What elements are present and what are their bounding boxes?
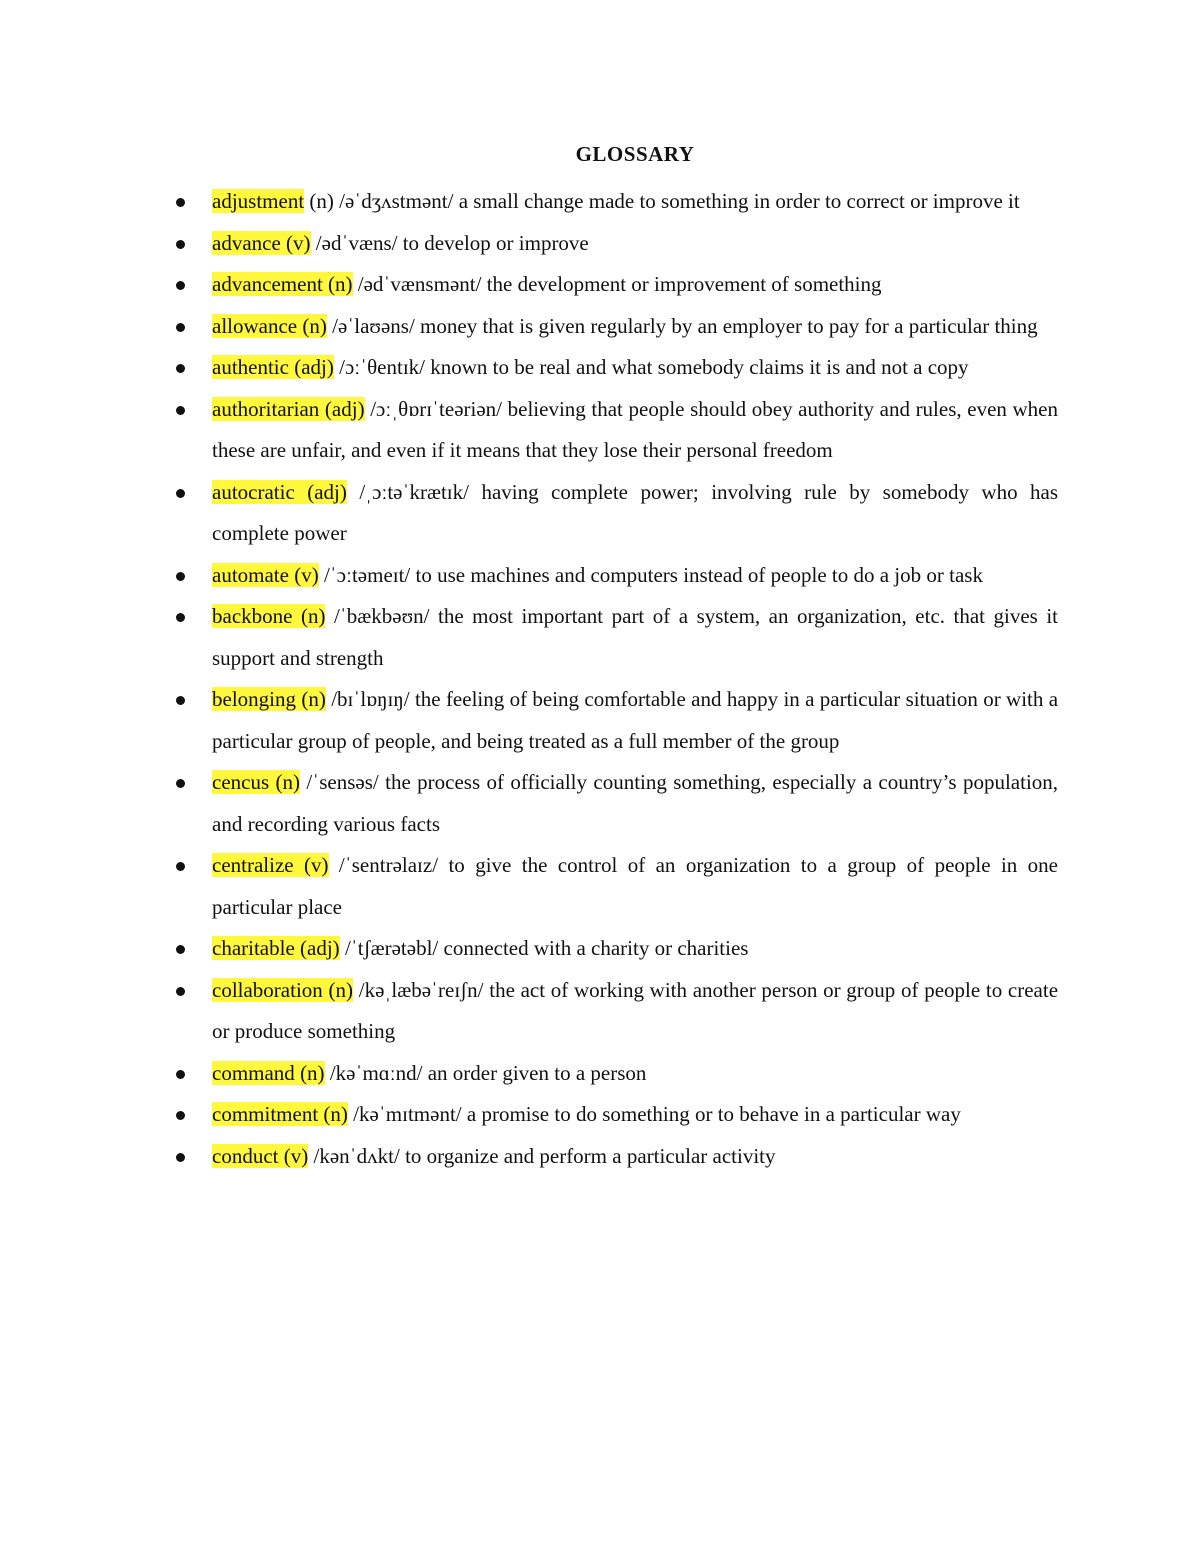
pronunciation: /ˌɔːtəˈkrætɪk/: [359, 479, 469, 504]
pronunciation: /kəˈmɑːnd/: [329, 1060, 423, 1085]
headword: backbone: [212, 604, 293, 628]
pronunciation: /ɔːˌθɒrɪˈteəriən/: [370, 396, 503, 421]
pronunciation: /bɪˈlɒŋɪŋ/: [331, 687, 410, 711]
part-of-speech: (n): [302, 313, 327, 338]
headword-highlight: [212, 314, 327, 338]
part-of-speech: (v): [304, 853, 329, 877]
part-of-speech: (n): [301, 687, 326, 711]
part-of-speech: (v): [294, 562, 319, 587]
headword-highlight: [212, 1061, 325, 1085]
pronunciation: /ˈtʃærətəbl/: [344, 936, 439, 960]
bullet-icon: [176, 572, 185, 581]
bullet-icon: [176, 945, 185, 954]
headword: collaboration: [212, 977, 323, 1002]
headword-highlight: [212, 563, 319, 587]
glossary-entry-autocratic: [0, 472, 1200, 555]
glossary-entry-allowance: [0, 306, 1200, 348]
definition: the most important part of a system, an organization, etc. that gives it support and strength: [212, 604, 1059, 670]
headword: authoritarian: [212, 396, 320, 421]
page-title: GLOSSARY: [575, 142, 695, 166]
headword: authentic: [212, 355, 289, 379]
pronunciation: /ɔːˈθentɪk/: [339, 355, 425, 379]
glossary-entry-centralize: [0, 845, 1200, 928]
glossary-entry-backbone: [0, 596, 1200, 679]
pronunciation: /əˈdʒʌstmənt/: [339, 189, 454, 213]
bullet-icon: [176, 987, 185, 996]
definition: a promise to do something or to behave in a particular way: [466, 1102, 961, 1126]
definition: connected with a charity or charities: [443, 936, 749, 960]
headword: advancement: [212, 272, 323, 296]
bullet-icon: [176, 489, 185, 498]
pronunciation: /ədˈvænsmənt/: [357, 272, 482, 296]
headword: allowance: [212, 313, 298, 338]
headword: centralize: [212, 853, 294, 877]
headword-highlight: [212, 936, 340, 960]
headword: adjustment: [212, 189, 305, 213]
bullet-icon: [176, 364, 185, 373]
part-of-speech: (n): [309, 189, 334, 213]
bullet-icon: [176, 1153, 185, 1162]
headword: command: [212, 1060, 295, 1085]
headword-highlight: [212, 355, 334, 379]
definition: the development or improvement of something: [486, 272, 882, 296]
glossary-entry-conduct: [0, 1136, 1200, 1178]
definition: to organize and perform a particular activity: [405, 1143, 776, 1168]
pronunciation: /ˈsensəs/: [306, 770, 379, 794]
definition: having complete power; involving rule by somebody who has complete power: [212, 479, 1059, 545]
definition: money that is given regularly by an employer to pay for a particular thing: [420, 313, 1038, 338]
part-of-speech: (adj): [300, 936, 340, 960]
bullet-icon: [176, 613, 185, 622]
glossary-entry-adjustment: [0, 181, 1200, 223]
bullet-icon: [176, 406, 185, 415]
headword-highlight: [212, 397, 365, 421]
glossary-entry-authentic: [0, 347, 1200, 389]
headword-highlight: [212, 604, 325, 628]
definition: the process of officially counting something, especially a country’s population, and recording various facts: [212, 770, 1059, 836]
part-of-speech: (adj): [294, 355, 334, 379]
headword: cencus: [212, 770, 270, 794]
definition: the act of working with another person or group of people to create or produce something: [212, 977, 1059, 1043]
glossary-entry-automate: [0, 555, 1200, 597]
definition: believing that people should obey authority and rules, even when these are unfair, and even if it means that they lose their personal freedom: [212, 396, 1059, 462]
pronunciation: /kənˈdʌkt/: [313, 1143, 400, 1168]
bullet-icon: [176, 323, 185, 332]
definition: to develop or improve: [402, 230, 589, 255]
glossary-entry-advance: [0, 223, 1200, 265]
bullet-icon: [176, 779, 185, 788]
definition: a small change made to something in order to correct or improve it: [458, 189, 1020, 213]
definition: the feeling of being comfortable and happy in a particular situation or with a particular group of people, and being treated as a full member of the group: [212, 687, 1059, 753]
headword-highlight: [212, 978, 353, 1002]
part-of-speech: (adj): [307, 479, 347, 504]
part-of-speech: (n): [323, 1102, 348, 1126]
headword-highlight: [212, 1102, 348, 1126]
bullet-icon: [176, 696, 185, 705]
headword-highlight: [212, 480, 347, 504]
pronunciation: /kəˈmɪtmənt/: [353, 1102, 462, 1126]
glossary-entry-advancement: [0, 264, 1200, 306]
glossary-entry-belonging: [0, 679, 1200, 762]
pronunciation: /ˈɔːtəmeɪt/: [323, 562, 411, 587]
part-of-speech: (n): [328, 272, 353, 296]
glossary-list: [0, 181, 1200, 1177]
bullet-icon: [176, 198, 185, 207]
headword: advance: [212, 230, 281, 255]
definition: to use machines and computers instead of people to do a job or task: [415, 562, 983, 587]
headword-highlight: [212, 231, 311, 255]
pronunciation: /ˈsentrəlaɪz/: [338, 853, 439, 877]
glossary-entry-charitable: [0, 928, 1200, 970]
headword-highlight: [212, 687, 326, 711]
headword: charitable: [212, 936, 295, 960]
glossary-entry-authoritarian: [0, 389, 1200, 472]
definition: known to be real and what somebody claims it is and not a copy: [430, 355, 969, 379]
pronunciation: /əˈlaʊəns/: [332, 313, 415, 338]
headword-highlight: [212, 272, 353, 296]
glossary-entry-commitment: [0, 1094, 1200, 1136]
headword-highlight: [212, 853, 329, 877]
definition: to give the control of an organization to a group of people in one particular place: [212, 853, 1059, 919]
headword: automate: [212, 562, 289, 587]
part-of-speech: (n): [300, 1060, 325, 1085]
headword-highlight: [212, 770, 300, 794]
headword: commitment: [212, 1102, 319, 1126]
headword-highlight: [212, 1144, 308, 1168]
pronunciation: /ˈbækbəʊn/: [333, 604, 430, 628]
bullet-icon: [176, 1111, 185, 1120]
bullet-icon: [176, 1070, 185, 1079]
part-of-speech: (n): [328, 977, 354, 1002]
headword: belonging: [212, 687, 296, 711]
glossary-entry-command: [0, 1053, 1200, 1095]
bullet-icon: [176, 240, 185, 249]
glossary-entry-collaboration: [0, 970, 1200, 1053]
part-of-speech: (n): [300, 604, 326, 628]
definition: an order given to a person: [427, 1060, 647, 1085]
part-of-speech: (n): [275, 770, 301, 794]
part-of-speech: (adj): [324, 396, 365, 421]
bullet-icon: [176, 862, 185, 871]
headword: conduct: [212, 1143, 279, 1168]
part-of-speech: (v): [283, 1143, 309, 1168]
pronunciation: /ədˈvæns/: [315, 230, 398, 255]
part-of-speech: (v): [286, 230, 311, 255]
headword: autocratic: [212, 479, 295, 504]
glossary-entry-cencus: [0, 762, 1200, 845]
bullet-icon: [176, 281, 185, 290]
pronunciation: /kəˌlæbəˈreɪʃn/: [358, 977, 484, 1002]
